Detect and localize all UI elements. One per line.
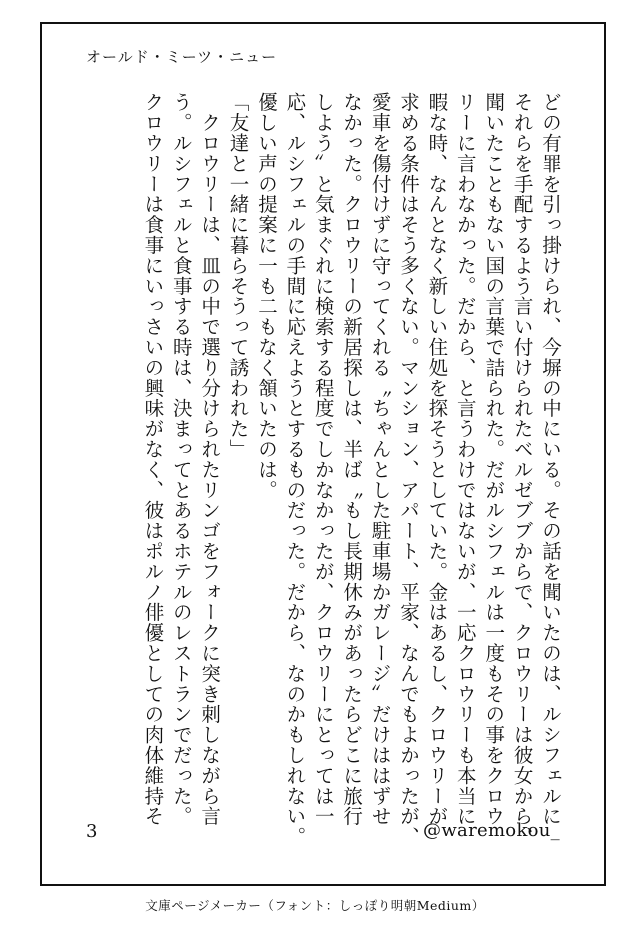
page-header-title: オールド・ミーツ・ニュー: [86, 48, 278, 66]
body-line: どの有罪を引っ掛けられ、今塀の中にいる。その話を聞いたのは、ルシフェルに: [539, 92, 562, 827]
generator-credit: 文庫ページメーカー（フォント：しっぽり明朝Medium）: [145, 898, 485, 913]
body-line: それらを手配するよう言い付けられたベルゼブブからで、クロウリーは彼女から、: [510, 92, 534, 847]
body-line: 「友達と一緒に暮らそうって誘われた」: [226, 92, 250, 460]
body-line: 愛車を傷付けずに守ってくれる〝ちゃんとした駐車場かガレージ〟だけははずせ: [368, 92, 392, 827]
body-line: クロウリーは食事にいっさいの興味がなく、彼はポルノ俳優としての肉体維持そ: [141, 92, 165, 827]
author-handle: @waremokou_: [423, 820, 560, 841]
page-number: 3: [86, 821, 98, 842]
body-line: 求める条件はそう多くない。マンション、アパート、平家、なんでもよかったが、: [396, 92, 420, 847]
body-line: 聞いたこともない国の言葉で詰られた。だがルシフェルは一度もその事をクロウ: [482, 92, 506, 827]
body-line: なかった。クロウリーの新居探しは、半ば〝もし長期休みがあったらどこに旅行: [340, 92, 364, 827]
body-line: 優しい声の提案に一も二もなく頷いたのは。: [254, 92, 278, 500]
body-line: リーに言わなかった。だから、と言うわけではないが、一応クロウリーも本当に: [453, 92, 477, 827]
body-line: しよう〟と気まぐれに検索する程度でしかなかったが、クロウリーにとっては一: [311, 92, 335, 827]
body-line: 応、ルシフェルの手間に応えようとするものだった。だから、なのかもしれない。: [283, 92, 307, 847]
body-line: う。ルシフェルと食事する時は、決まってとあるホテルのレストランでだった。: [169, 92, 193, 827]
body-line: クロウリーは、皿の中で選り分けられたリンゴをフォークに突き刺しながら言: [198, 92, 222, 827]
body-line: 暇な時、なんとなく新しい住処を探そうとしていた。金はあるし、クロウリーが: [425, 92, 449, 827]
